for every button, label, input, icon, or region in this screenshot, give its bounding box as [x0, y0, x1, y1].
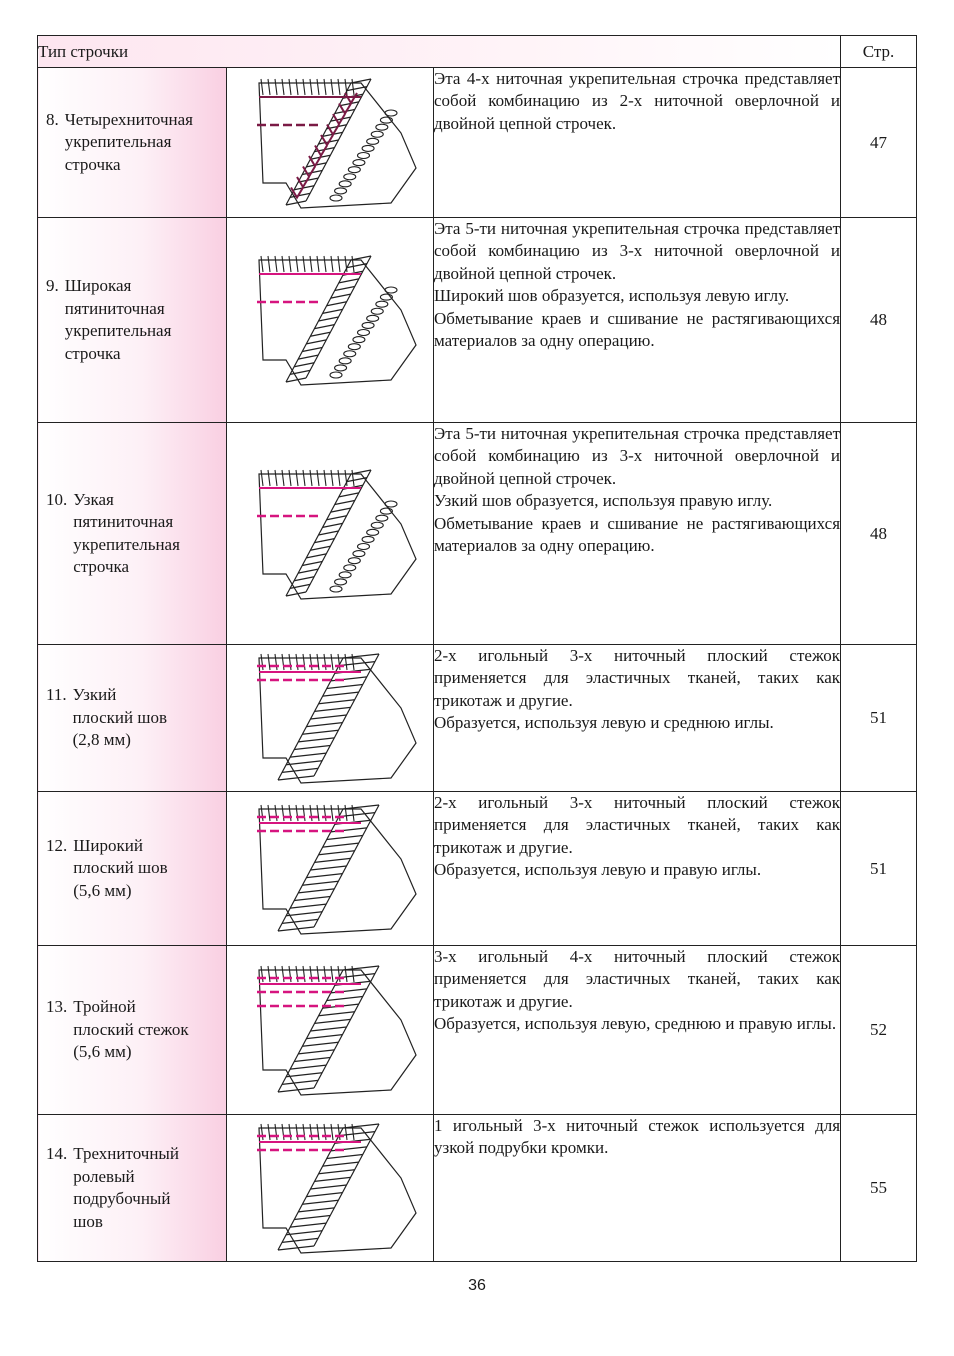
- stitch-page-ref: 47: [841, 68, 917, 218]
- stitch-number: 9.: [46, 276, 59, 295]
- stitch-name: Трехниточный ролевый подрубочный шов: [73, 1144, 179, 1231]
- stitch-description: 2-х игольный 3-х ниточный плоский стежок применяется для эластичных тканей, таких как трикотаж и другие.: [434, 793, 841, 857]
- table-header-row: [38, 36, 917, 68]
- stitch-description: Образуется, используя левую и правую иглы.: [434, 860, 762, 880]
- stitch-description: 2-х игольный 3-х ниточный плоский стежок применяется для эластичных тканей, таких как трикотаж и другие.: [434, 646, 841, 710]
- stitch-name: Тройной плоский стежок (5,6 мм): [73, 997, 189, 1062]
- stitch-number: 11.: [46, 685, 67, 705]
- stitch-page-ref: 48: [841, 423, 917, 645]
- table-row: [38, 68, 917, 218]
- page-number: 36: [468, 1277, 486, 1294]
- stitch-name-cell: [38, 423, 227, 645]
- stitch-name-cell: [38, 645, 227, 792]
- stitch-name-cell: [38, 792, 227, 946]
- stitch-illustration-cell: [227, 1115, 434, 1262]
- stitch-illustration-cell: [227, 946, 434, 1115]
- stitch-description-cell: [434, 792, 841, 946]
- wide-five-thread-stitch-icon: [241, 250, 421, 390]
- stitch-name: Узкий плоский шов (2,8 мм): [72, 685, 167, 750]
- four-thread-safety-stitch-icon: [241, 73, 421, 213]
- stitch-page-ref: 55: [841, 1115, 917, 1262]
- stitch-number: 14.: [46, 1144, 68, 1163]
- stitch-description-cell: [434, 218, 841, 423]
- stitch-description-cell: [434, 423, 841, 645]
- stitch-name-cell: [38, 1115, 227, 1262]
- stitch-types-table: [37, 35, 917, 1262]
- triple-flat-stitch-icon: [241, 960, 421, 1100]
- stitch-number: 12.: [46, 835, 68, 855]
- stitch-number: 8.: [46, 109, 59, 129]
- stitch-name-cell: [38, 218, 227, 423]
- table-row: [38, 1115, 917, 1262]
- stitch-page-ref: 52: [841, 946, 917, 1115]
- stitch-name: Четырехниточная укрепительная строчка: [64, 109, 193, 174]
- stitch-name: Широкий плоский шов (5,6 мм): [73, 835, 168, 900]
- stitch-description: Обметывание краев и сшивание не растягивающихся материалов за одну операцию.: [434, 308, 841, 351]
- stitch-illustration-cell: [227, 68, 434, 218]
- stitch-description: Образуется, используя левую и среднюю иглы.: [434, 713, 774, 733]
- wide-flat-seam-icon: [241, 799, 421, 939]
- stitch-illustration-cell: [227, 792, 434, 946]
- stitch-description: Эта 5-ти ниточная укрепительная строчка представляет собой комбинацию из 3-х ниточной оверлочной и двойной цепной строчек.: [434, 424, 841, 488]
- table-row: [38, 946, 917, 1115]
- stitch-name-cell: [38, 946, 227, 1115]
- table-row: [38, 792, 917, 946]
- stitch-description: Образуется, используя левую, среднюю и правую иглы.: [434, 1014, 837, 1034]
- header-page: Стр.: [841, 36, 917, 68]
- stitch-page-ref: 51: [841, 645, 917, 792]
- stitch-page-ref: 48: [841, 218, 917, 423]
- stitch-description: Широкий шов образуется, используя левую иглу.: [434, 286, 790, 306]
- stitch-name: Узкая пятиниточная укрепительная строчка: [73, 489, 180, 576]
- stitch-illustration-cell: [227, 423, 434, 645]
- header-stitch-type: Тип строчки: [38, 36, 841, 68]
- stitch-page-ref: 51: [841, 792, 917, 946]
- stitch-description: 1 игольный 3-х ниточный стежок используется для узкой подрубки кромки.: [434, 1116, 841, 1158]
- stitch-description: Обметывание краев и сшивание не растягивающихся материалов за одну операцию.: [434, 513, 841, 556]
- stitch-description-cell: [434, 68, 841, 218]
- stitch-number: 10.: [46, 489, 68, 509]
- stitch-name-cell: [38, 68, 227, 218]
- table-row: [38, 218, 917, 423]
- stitch-description: 3-х игольный 4-х ниточный плоский стежок применяется для эластичных тканей, таких как трикотаж и другие.: [434, 947, 841, 1011]
- stitch-description: Эта 4-х ниточная укрепительная строчка представляет собой комбинацию из 2-х ниточной оверлочной и двойной цепной строчек.: [434, 69, 841, 133]
- stitch-description: Эта 5-ти ниточная укрепительная строчка представляет собой комбинацию из 3-х ниточной оверлочной и двойной цепной строчек.: [434, 219, 841, 283]
- stitch-illustration-cell: [227, 645, 434, 792]
- table-row: [38, 423, 917, 645]
- stitch-illustration-cell: [227, 218, 434, 423]
- stitch-description: Узкий шов образуется, используя правую иглу.: [434, 491, 773, 511]
- stitch-description-cell: [434, 1115, 841, 1262]
- stitch-name: Широкая пятиниточная укрепительная строчка: [64, 276, 172, 363]
- table-row: [38, 645, 917, 792]
- stitch-description-cell: [434, 645, 841, 792]
- narrow-five-thread-stitch-icon: [241, 464, 421, 604]
- stitch-description-cell: [434, 946, 841, 1115]
- narrow-flat-seam-icon: [241, 648, 421, 788]
- rolled-hem-stitch-icon: [241, 1118, 421, 1258]
- stitch-number: 13.: [46, 997, 68, 1017]
